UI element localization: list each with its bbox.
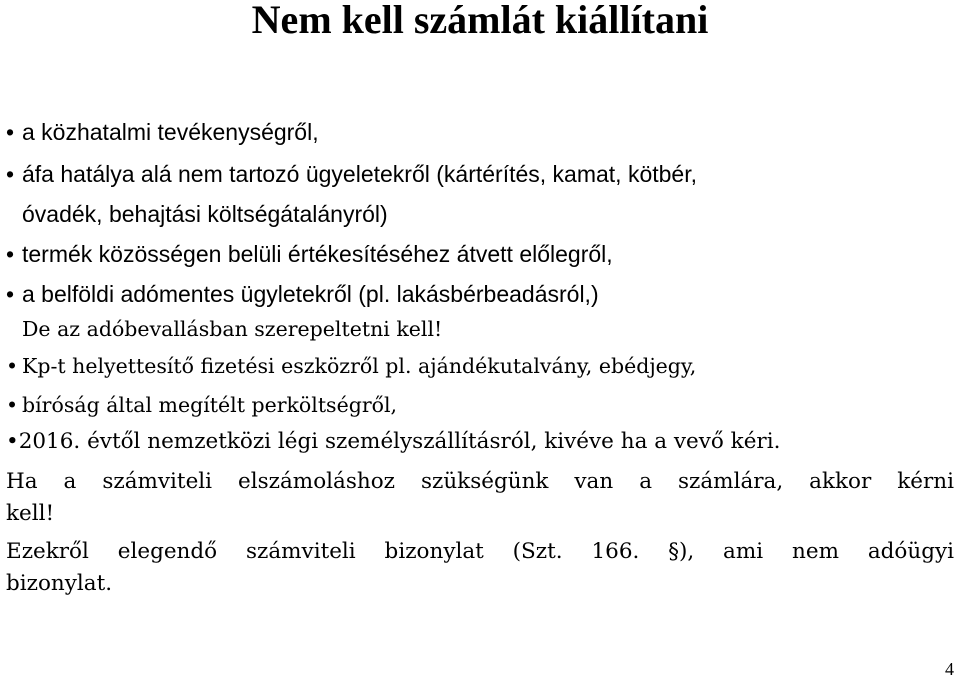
paragraph-1-line-2: kell! bbox=[6, 501, 55, 526]
bullet-marker: • bbox=[6, 429, 19, 454]
page-number: 4 bbox=[945, 659, 954, 679]
bullet-text: 2016. évtől nemzetközi légi személyszállításról, kivéve ha a vevő kéri. bbox=[18, 429, 781, 454]
bullet-text: áfa hatálya alá nem tartozó ügyeletekről (kártérítés, kamat, kötbér, bbox=[22, 161, 698, 187]
bullet-item bbox=[6, 352, 696, 380]
bullet-text: termék közösségen belüli értékesítéséhez átvett előlegről, bbox=[22, 241, 613, 267]
paragraph-1-line-1: Ha a számviteli elszámoláshoz szükségünk van a számlára, akkor kérni bbox=[6, 469, 954, 494]
bullet-item bbox=[6, 118, 319, 146]
paragraph-2-line-1: Ezekről elegendő számviteli bizonylat (Szt. 166. §), ami nem adóügyi bbox=[6, 539, 954, 564]
bullet-marker: • bbox=[6, 241, 15, 267]
bullet-item bbox=[6, 428, 780, 456]
bullet-marker: • bbox=[6, 354, 19, 378]
bullet-text: bíróság által megítélt perköltségről, bbox=[22, 393, 398, 417]
slide-title: Nem kell számlát kiállítani bbox=[251, 0, 709, 42]
bullet-marker: • bbox=[6, 119, 15, 145]
paragraph-2-line-2: bizonylat. bbox=[6, 571, 113, 596]
bullet-item bbox=[6, 160, 697, 188]
bullet-text: a belföldi adómentes ügyletekről (pl. lakásbérbeadásról,) bbox=[22, 281, 599, 307]
bullet-item bbox=[6, 280, 599, 308]
bullet-continuation: óvadék, behajtási költségátalányról) bbox=[22, 201, 388, 227]
bullet-marker: • bbox=[6, 393, 19, 417]
bullet-item bbox=[6, 240, 613, 268]
note-text: De az adóbevallásban szerepeltetni kell! bbox=[22, 317, 443, 341]
bullet-item bbox=[6, 391, 397, 419]
bullet-marker: • bbox=[6, 281, 15, 307]
bullet-marker: • bbox=[6, 161, 15, 187]
bullet-text: Kp-t helyettesítő fizetési eszközről pl. ajándékutalvány, ebédjegy, bbox=[22, 354, 697, 378]
bullet-text: a közhatalmi tevékenységről, bbox=[22, 119, 319, 145]
